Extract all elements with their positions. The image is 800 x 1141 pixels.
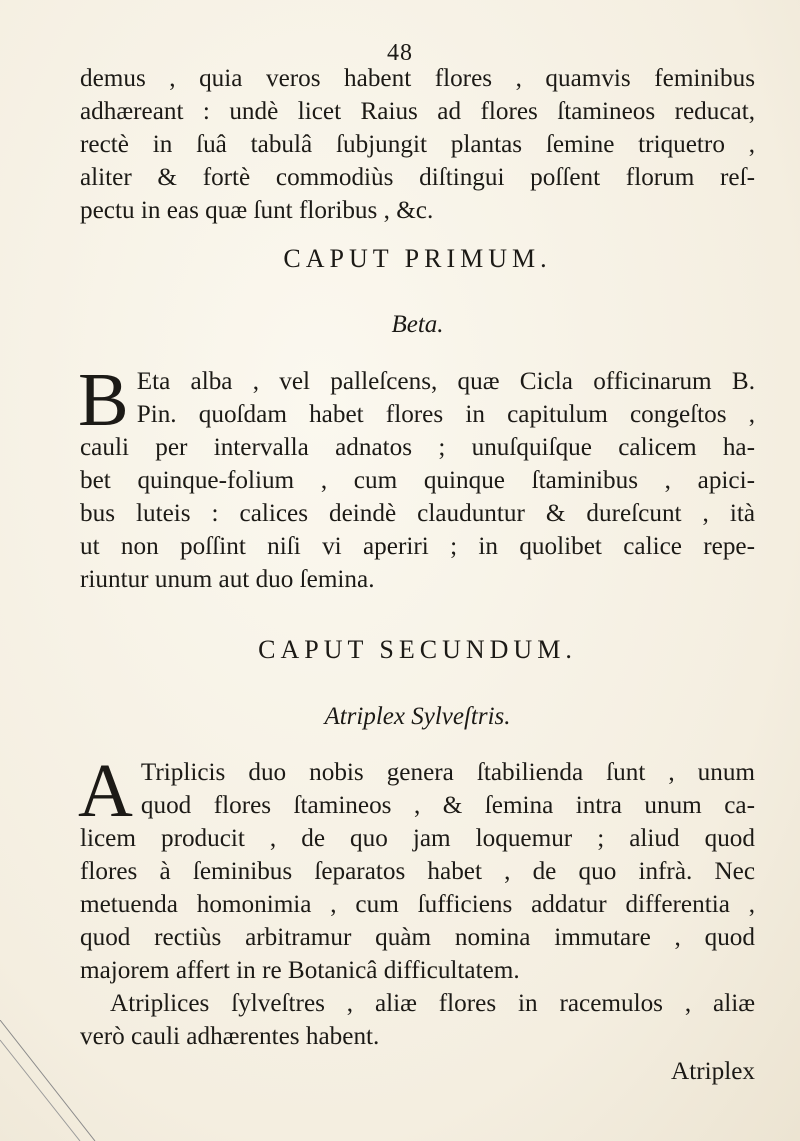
paper-crease-mark: [0, 1020, 120, 1141]
text-line: majorem affert in re Botanicâ difficultatem.: [80, 957, 520, 984]
drop-cap-letter: B: [78, 358, 129, 442]
text-line: adhæreant : undè licet Raius ad flores ſtamineos reducat,: [80, 98, 755, 125]
text-line: riuntur unum aut duo ſemina.: [80, 566, 375, 593]
text-line: demus , quia veros habent flores , quamvis feminibus: [80, 65, 755, 92]
text-line: Triplicis duo nobis genera ſtabilienda ſunt , unum: [140, 759, 755, 786]
text-line: quod rectiùs arbitramur quàm nomina immutare , quod: [80, 924, 755, 951]
text-line: rectè in ſuâ tabulâ ſubjungit plantas ſemine triquetro ,: [80, 131, 755, 158]
chapter-heading-1: CAPUT PRIMUM.: [283, 244, 552, 273]
text-line: bus luteis : calices deindè clauduntur & dureſcunt , ità: [80, 500, 755, 527]
chapter-heading-2: CAPUT SECUNDUM.: [258, 635, 577, 664]
chapter-2-paragraph: [78, 749, 755, 1053]
text-line: metuenda homonimia , cum ſufficiens addatur differentia ,: [80, 891, 755, 918]
text-line: Eta alba , vel palleſcens, quæ Cicla officinarum B.: [136, 368, 755, 395]
text-line: aliter & fortè commodiùs diſtingui poſſent florum reſ-: [80, 164, 755, 191]
text-line: verò cauli adhærentes habent.: [80, 1023, 380, 1050]
text-line: Atriplices ſylveſtres , aliæ flores in racemulos , aliæ: [110, 990, 755, 1017]
chapter-subheading-1: Beta.: [391, 311, 444, 338]
catchword: Atriplex: [671, 1058, 755, 1085]
text-line: cauli per intervalla adnatos ; unuſquiſque calicem ha-: [80, 434, 755, 461]
text-line: flores à ſeminibus ſeparatos habet , de quo infrà. Nec: [80, 858, 755, 885]
intro-paragraph: [80, 62, 755, 227]
text-line: ut non poſſint niſi vi aperiri ; in quolibet calice repe-: [80, 533, 755, 560]
text-line: Pin. quoſdam habet flores in capitulum congeſtos ,: [136, 401, 755, 428]
drop-cap-letter: A: [78, 749, 133, 833]
text-line: pectu in eas quæ ſunt floribus , &c.: [80, 197, 434, 224]
text-line: bet quinque-folium , cum quinque ſtaminibus , apici-: [80, 467, 755, 494]
text-line: licem producit , de quo jam loquemur ; aliud quod: [80, 825, 755, 852]
text-line: quod flores ſtamineos , & ſemina intra unum ca-: [140, 792, 755, 819]
page-number: 48: [387, 40, 413, 66]
chapter-subheading-2: Atriplex Sylveſtris.: [324, 703, 511, 730]
chapter-1-paragraph: [78, 358, 755, 596]
